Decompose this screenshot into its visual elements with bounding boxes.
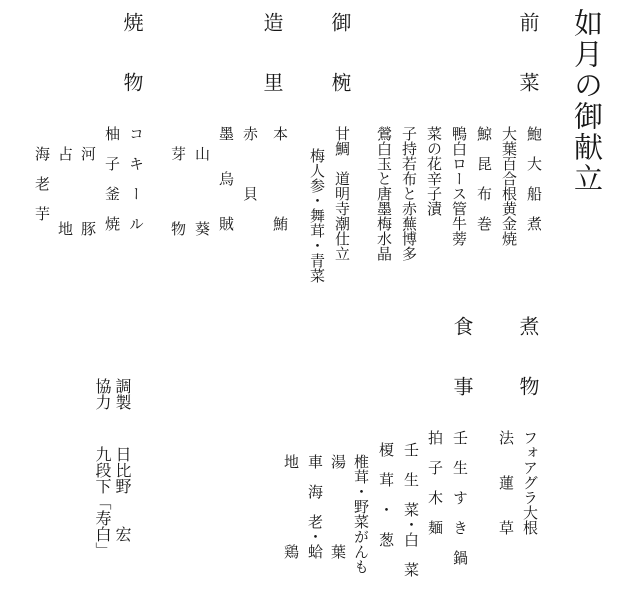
- dish-item: 甘鯛 道明寺潮仕立: [333, 126, 351, 261]
- dish-item: 梅人参・舞茸・青菜: [308, 148, 326, 283]
- dish-item: 法 蓮 草: [497, 430, 515, 535]
- dish-item: 鮑 大 船 煮: [525, 126, 543, 231]
- dish-item: 榎 茸 ・ 葱: [377, 442, 395, 547]
- dish-item: 壬 生 菜・白 菜: [402, 442, 420, 577]
- credit-label-kyouryoku: 協力: [93, 378, 112, 410]
- dish-item: 地 鶏: [282, 454, 300, 559]
- heading-shokuji: 食 事: [450, 316, 474, 396]
- dish-item: 墨 烏 賊: [217, 126, 235, 231]
- menu-title: 如月の御献立: [570, 8, 604, 194]
- dish-item: 河 豚: [79, 146, 97, 236]
- dish-item: 海 老 芋: [33, 146, 51, 221]
- dish-item: 菜の花辛子漬: [425, 126, 443, 216]
- dish-item: 鴨白ロース管牛蒡: [450, 126, 468, 246]
- dish-item: 車 海 老・蛤: [306, 454, 324, 559]
- heading-tsukuri: 造 里: [260, 12, 284, 92]
- dish-item: コ キ ー ル: [127, 126, 145, 231]
- dish-item: 椎茸・野菜がんも: [352, 454, 370, 574]
- dish-item: 拍 子 木 麺: [426, 430, 444, 535]
- heading-yakimono: 焼 物: [120, 12, 144, 92]
- dish-item: フォアグラ大根: [521, 430, 539, 535]
- dish-item: 芽 物: [169, 146, 187, 236]
- dish-item: 鯨 昆 布 巻: [475, 126, 493, 231]
- dish-item: 柚 子 釜 焼: [103, 126, 121, 231]
- credit-name-hibino: 日比野 宏: [113, 446, 132, 542]
- heading-owan: 御 椀: [328, 12, 352, 92]
- dish-item: 山 葵: [193, 146, 211, 236]
- credit-name-kudan: 九段下「寿白」: [93, 446, 112, 558]
- heading-nimono: 煮 物: [516, 316, 540, 396]
- dish-item: 占 地: [56, 146, 74, 236]
- credit-label-chousei: 調製: [113, 378, 132, 410]
- dish-item: 湯 葉: [329, 454, 347, 559]
- dish-item: 大葉百合根黄金焼: [500, 126, 518, 246]
- dish-item: 子持若布と赤蕪博多: [400, 126, 418, 261]
- dish-item: 本 鮪: [271, 126, 289, 231]
- dish-item: 鶯白玉と唐墨梅水晶: [375, 126, 393, 261]
- dish-item: 赤 貝: [241, 126, 259, 201]
- heading-zensai: 前 菜: [516, 12, 540, 92]
- dish-item: 壬 生 す き 鍋: [451, 430, 469, 565]
